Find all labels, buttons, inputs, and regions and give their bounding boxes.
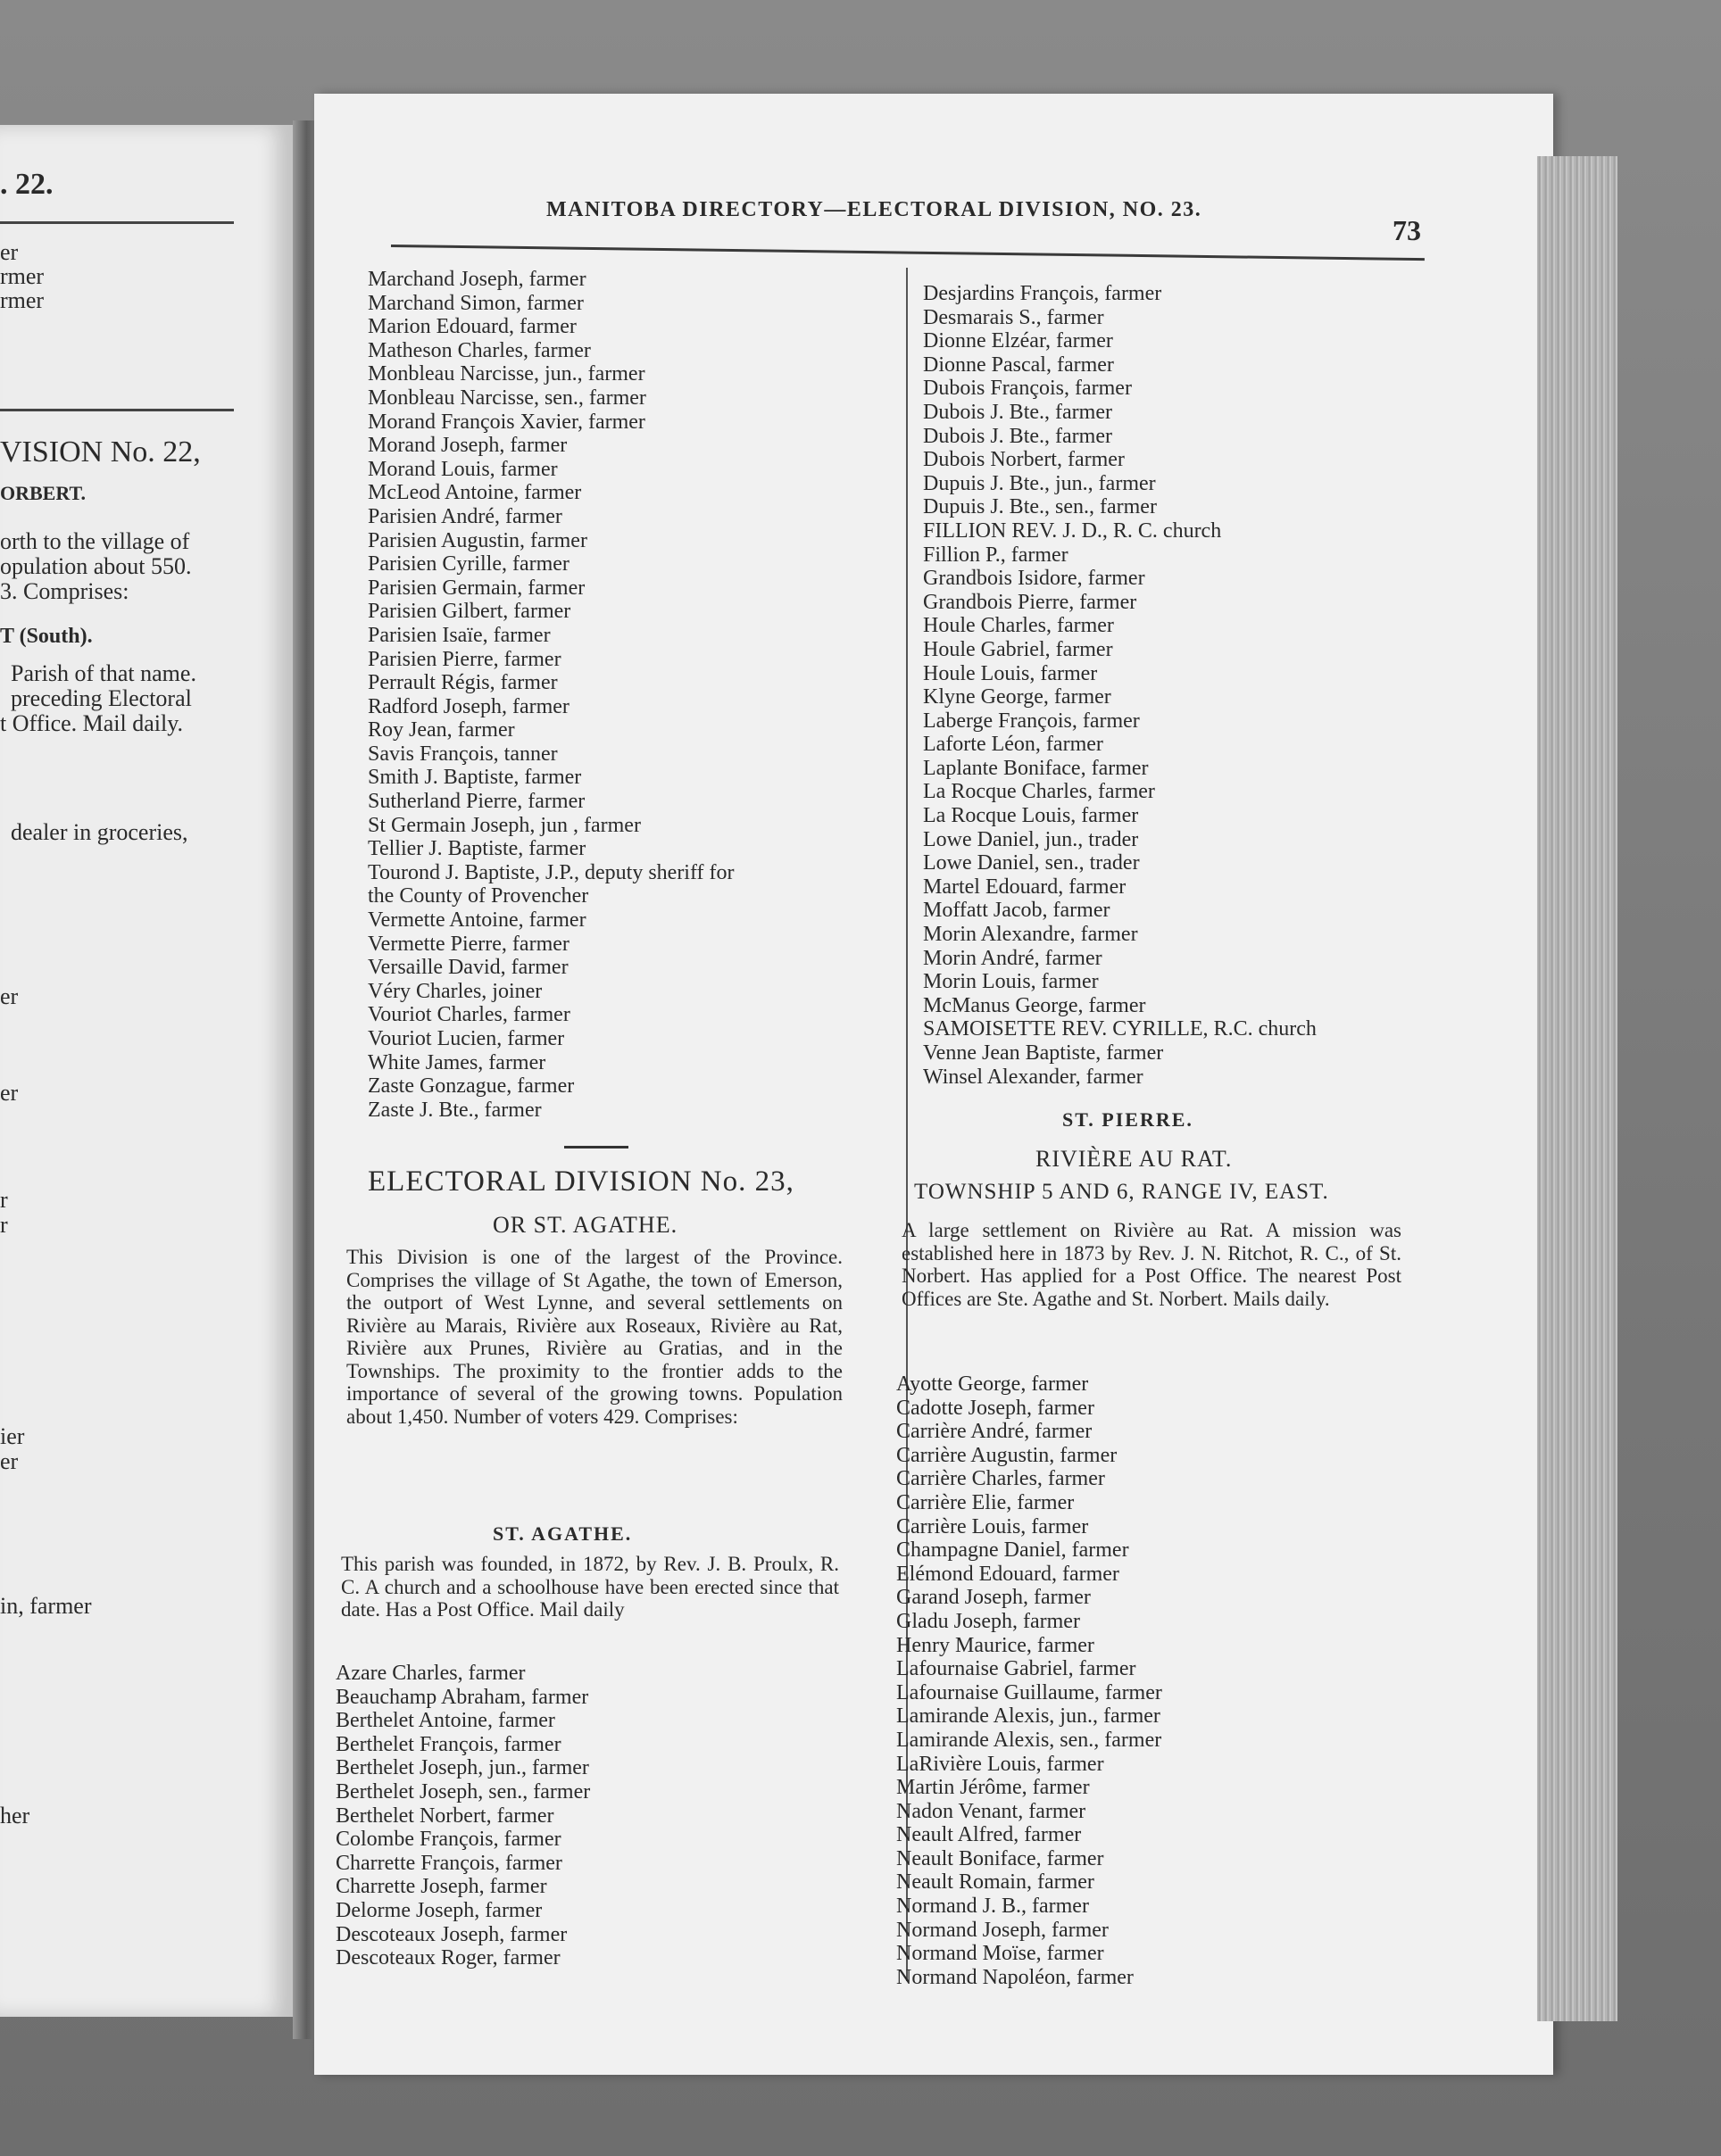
facing-fragment: in, farmer [0,1593,92,1619]
directory-entry: Carrière Louis, farmer [896,1514,1089,1538]
page-number: 73 [1393,214,1421,246]
directory-entry: Houle Gabriel, farmer [923,637,1113,661]
directory-entry: Carrière Elie, farmer [896,1490,1075,1514]
directory-entry: Berthelet Norbert, farmer [336,1804,554,1828]
directory-entry: Savis François, tanner [368,742,558,766]
directory-entry: Smith J. Baptiste, farmer [368,766,582,790]
directory-entry: Houle Louis, farmer [923,661,1098,685]
directory-entry: Desmarais S., farmer [923,305,1104,329]
directory-entry: Descoteaux Joseph, farmer [336,1922,568,1946]
directory-entry: Marchand Joseph, farmer [368,268,586,291]
directory-entry: Charrette François, farmer [336,1851,562,1875]
directory-entry: McLeod Antoine, farmer [368,481,582,505]
st-pierre-list [896,1372,1162,1989]
facing-page-number: . 22. [0,168,54,201]
directory-entry: Normand J. B., farmer [896,1895,1089,1919]
directory-entry: Parisien Gilbert, farmer [368,600,571,624]
facing-intro-line: opulation about 550. [0,553,192,579]
directory-entry: Garand Joseph, farmer [896,1586,1091,1610]
directory-entry: LaRivière Louis, farmer [896,1752,1104,1776]
directory-entry: Lowe Daniel, sen., trader [923,851,1140,875]
st-agathe-list [336,1662,590,1970]
facing-fragment: r [0,1187,8,1213]
directory-entry: Morand Louis, farmer [368,457,558,481]
st-pierre-township: TOWNSHIP 5 AND 6, RANGE IV, EAST. [914,1180,1329,1204]
st-pierre-heading: ST. PIERRE. [1062,1108,1193,1131]
directory-entry: Dionne Pascal, farmer [923,352,1114,377]
directory-entry: Tellier J. Baptiste, farmer [368,837,586,861]
directory-entry: Martin Jérôme, farmer [896,1776,1090,1800]
directory-entry: Perrault Régis, farmer [368,671,558,695]
facing-page [0,125,293,2017]
directory-entry: Morand François Xavier, farmer [368,410,645,434]
directory-entry: Venne Jean Baptiste, farmer [923,1041,1164,1065]
directory-entry: Klyne George, farmer [923,685,1111,709]
directory-entry: Parisien Pierre, farmer [368,647,561,671]
directory-entry: La Rocque Louis, farmer [923,804,1139,828]
directory-entry: Dubois J. Bte., farmer [923,400,1112,424]
st-agathe-description: This parish was founded, in 1872, by Rev. J. B. Proulx, R. C. A church and a schoolhouse have been erected since that date. Has a Post Office. Mail daily [341,1553,839,1621]
facing-fragment: er [0,1448,19,1474]
directory-entry: Charrette Joseph, farmer [336,1875,547,1899]
directory-entry: Lowe Daniel, jun., trader [923,827,1139,851]
left-column-list [368,268,735,1122]
facing-intro-line: orth to the village of [0,528,190,554]
directory-entry: Lamirande Alexis, sen., farmer [896,1728,1162,1752]
directory-entry: Laforte Léon, farmer [923,733,1103,757]
directory-entry: Winsel Alexander, farmer [923,1065,1143,1089]
facing-fragment: r [0,1212,8,1238]
page-edges [1537,156,1617,2021]
directory-entry: Vouriot Lucien, farmer [368,1027,565,1050]
directory-entry: La Rocque Charles, farmer [923,780,1155,804]
directory-entry: Dupuis J. Bte., sen., farmer [923,495,1157,519]
directory-entry: Elémond Edouard, farmer [896,1562,1119,1586]
section-rule [564,1146,628,1148]
directory-entry: Radford Joseph, farmer [368,694,570,718]
directory-entry: the County of Provencher [368,884,589,908]
directory-entry: Parisien Cyrille, farmer [368,552,570,576]
directory-entry: Zaste Gonzague, farmer [368,1074,575,1099]
directory-entry: Beauchamp Abraham, farmer [336,1685,589,1709]
directory-entry: St Germain Joseph, jun , farmer [368,813,641,837]
directory-entry: Dubois J. Bte., farmer [923,424,1112,448]
directory-entry: Carrière André, farmer [896,1420,1093,1444]
directory-entry: White James, farmer [368,1050,546,1074]
facing-fragment: ier [0,1423,25,1449]
directory-entry: Parisien Germain, farmer [368,576,586,600]
directory-entry: Dubois François, farmer [923,377,1132,401]
directory-entry: Martel Edouard, farmer [923,875,1127,899]
directory-entry: Grandbois Isidore, farmer [923,567,1145,591]
directory-entry: Colombe François, farmer [336,1828,561,1852]
division-description: This Division is one of the largest of the Province. Comprises the village of St Agathe, the town of Emerson, the outport of West Lynne, and several settlements on Rivière au Marais, Rivière aux Roseaux, Rivière au Rat, Rivière aux Prunes, Rivière au Gratias, and in the Townships. The proximity to the frontier adds to the importance of several of the growing towns. Population about 1,450. Number of voters 429. Comprises: [346,1246,843,1428]
directory-entry: Dionne Elzéar, farmer [923,329,1113,353]
st-pierre-subheading: RIVIÈRE AU RAT. [1035,1146,1233,1172]
directory-entry: Lamirande Alexis, jun., farmer [896,1704,1160,1729]
facing-section-line: t Office. Mail daily. [0,710,184,736]
facing-line: rmer [0,287,45,313]
st-pierre-description: A large settlement on Rivière au Rat. A mission was established here in 1873 by Rev. J. N. Ritchot, R. C., of St. Norbert. Has applied for a Post Office. The nearest Post Offices are Ste. Agathe and St. Norbert. Mails daily. [902,1219,1401,1310]
directory-entry: Nadon Venant, farmer [896,1799,1086,1823]
directory-entry: Cadotte Joseph, farmer [896,1396,1094,1420]
facing-fragment: her [0,1803,30,1828]
directory-entry: Delorme Joseph, farmer [336,1898,543,1922]
directory-entry: Marchand Simon, farmer [368,291,584,315]
directory-entry: Morin André, farmer [923,946,1102,970]
directory-entry: Vermette Antoine, farmer [368,908,586,933]
directory-entry: Versaille David, farmer [368,956,569,980]
directory-entry: Lafournaise Guillaume, farmer [896,1680,1162,1704]
directory-entry: Parisien Augustin, farmer [368,528,587,552]
directory-entry: Berthelet François, farmer [336,1732,561,1756]
facing-section-heading: T (South). [0,625,93,648]
st-agathe-heading: ST. AGATHE. [493,1522,633,1545]
directory-entry: Ayotte George, farmer [896,1372,1089,1396]
directory-entry: Normand Napoléon, farmer [896,1965,1134,1989]
directory-entry: Morand Joseph, farmer [368,434,568,458]
directory-entry: Desjardins François, farmer [923,282,1162,305]
directory-entry: Fillion P., farmer [923,543,1068,567]
facing-section-line: preceding Electoral [11,685,192,711]
directory-entry: Vermette Pierre, farmer [368,932,570,956]
directory-entry: Morin Louis, farmer [923,970,1099,994]
facing-line: rmer [0,263,45,289]
directory-entry: Descoteaux Roger, farmer [336,1946,561,1970]
directory-entry: Carrière Charles, farmer [896,1467,1105,1491]
directory-entry: Moffatt Jacob, farmer [923,899,1110,923]
directory-entry: Berthelet Antoine, farmer [336,1709,555,1733]
running-head: MANITOBA DIRECTORY—ELECTORAL DIVISION, NO. 23. [546,198,1202,221]
facing-section-line: Parish of that name. [11,660,196,686]
directory-entry: SAMOISETTE REV. CYRILLE, R.C. church [923,1017,1317,1041]
directory-entry: Champagne Daniel, farmer [896,1538,1129,1563]
directory-entry: Neault Alfred, farmer [896,1823,1082,1847]
facing-line: er [0,239,19,265]
facing-page-rule [0,221,234,224]
directory-entry: Morin Alexandre, farmer [923,923,1138,947]
directory-entry: Monbleau Narcisse, jun., farmer [368,362,645,386]
division-heading: ELECTORAL DIVISION No. 23, [368,1165,794,1198]
facing-divider [0,409,234,411]
directory-entry: Véry Charles, joiner [368,979,543,1003]
facing-dealer-line: dealer in groceries, [11,819,188,845]
directory-entry: Azare Charles, farmer [336,1662,526,1685]
directory-entry: Dupuis J. Bte., jun., farmer [923,471,1156,495]
directory-entry: Laberge François, farmer [923,709,1140,733]
directory-entry: Houle Charles, farmer [923,614,1114,638]
directory-entry: Zaste J. Bte., farmer [368,1098,542,1122]
directory-entry: Matheson Charles, farmer [368,338,591,362]
right-column-list [923,282,1317,1089]
directory-entry: Dubois Norbert, farmer [923,448,1125,472]
directory-entry: Sutherland Pierre, farmer [368,790,586,814]
directory-entry: Berthelet Joseph, sen., farmer [336,1779,591,1804]
facing-fragment: er [0,983,19,1009]
directory-entry: Roy Jean, farmer [368,718,515,742]
directory-entry: Marion Edouard, farmer [368,315,577,339]
directory-entry: Neault Romain, farmer [896,1870,1094,1895]
facing-division-heading: VISION No. 22, [0,435,201,469]
directory-entry: Henry Maurice, farmer [896,1633,1094,1657]
directory-entry: Normand Moïse, farmer [896,1942,1104,1966]
directory-entry: McManus George, farmer [923,993,1146,1017]
directory-entry: Tourond J. Baptiste, J.P., deputy sheriff for [368,860,735,884]
directory-entry: Parisien Isaïe, farmer [368,623,551,647]
facing-parish-subheading: ORBERT. [0,482,87,504]
facing-fragment: er [0,1080,19,1106]
directory-entry: Monbleau Narcisse, sen., farmer [368,386,646,410]
directory-entry: Berthelet Joseph, jun., farmer [336,1756,589,1780]
directory-entry: Carrière Augustin, farmer [896,1443,1118,1467]
directory-entry: Vouriot Charles, farmer [368,1003,570,1027]
directory-entry: Neault Boniface, farmer [896,1846,1104,1870]
division-subheading: OR ST. AGATHE. [493,1212,678,1238]
directory-entry: Laplante Boniface, farmer [923,756,1149,780]
directory-entry: Grandbois Pierre, farmer [923,590,1137,614]
facing-intro-line: 3. Comprises: [0,578,129,604]
directory-entry: Normand Joseph, farmer [896,1918,1109,1942]
directory-entry: Lafournaise Gabriel, farmer [896,1657,1136,1681]
directory-entry: Parisien André, farmer [368,504,562,528]
directory-entry: FILLION REV. J. D., R. C. church [923,518,1222,543]
directory-entry: Gladu Joseph, farmer [896,1609,1080,1633]
